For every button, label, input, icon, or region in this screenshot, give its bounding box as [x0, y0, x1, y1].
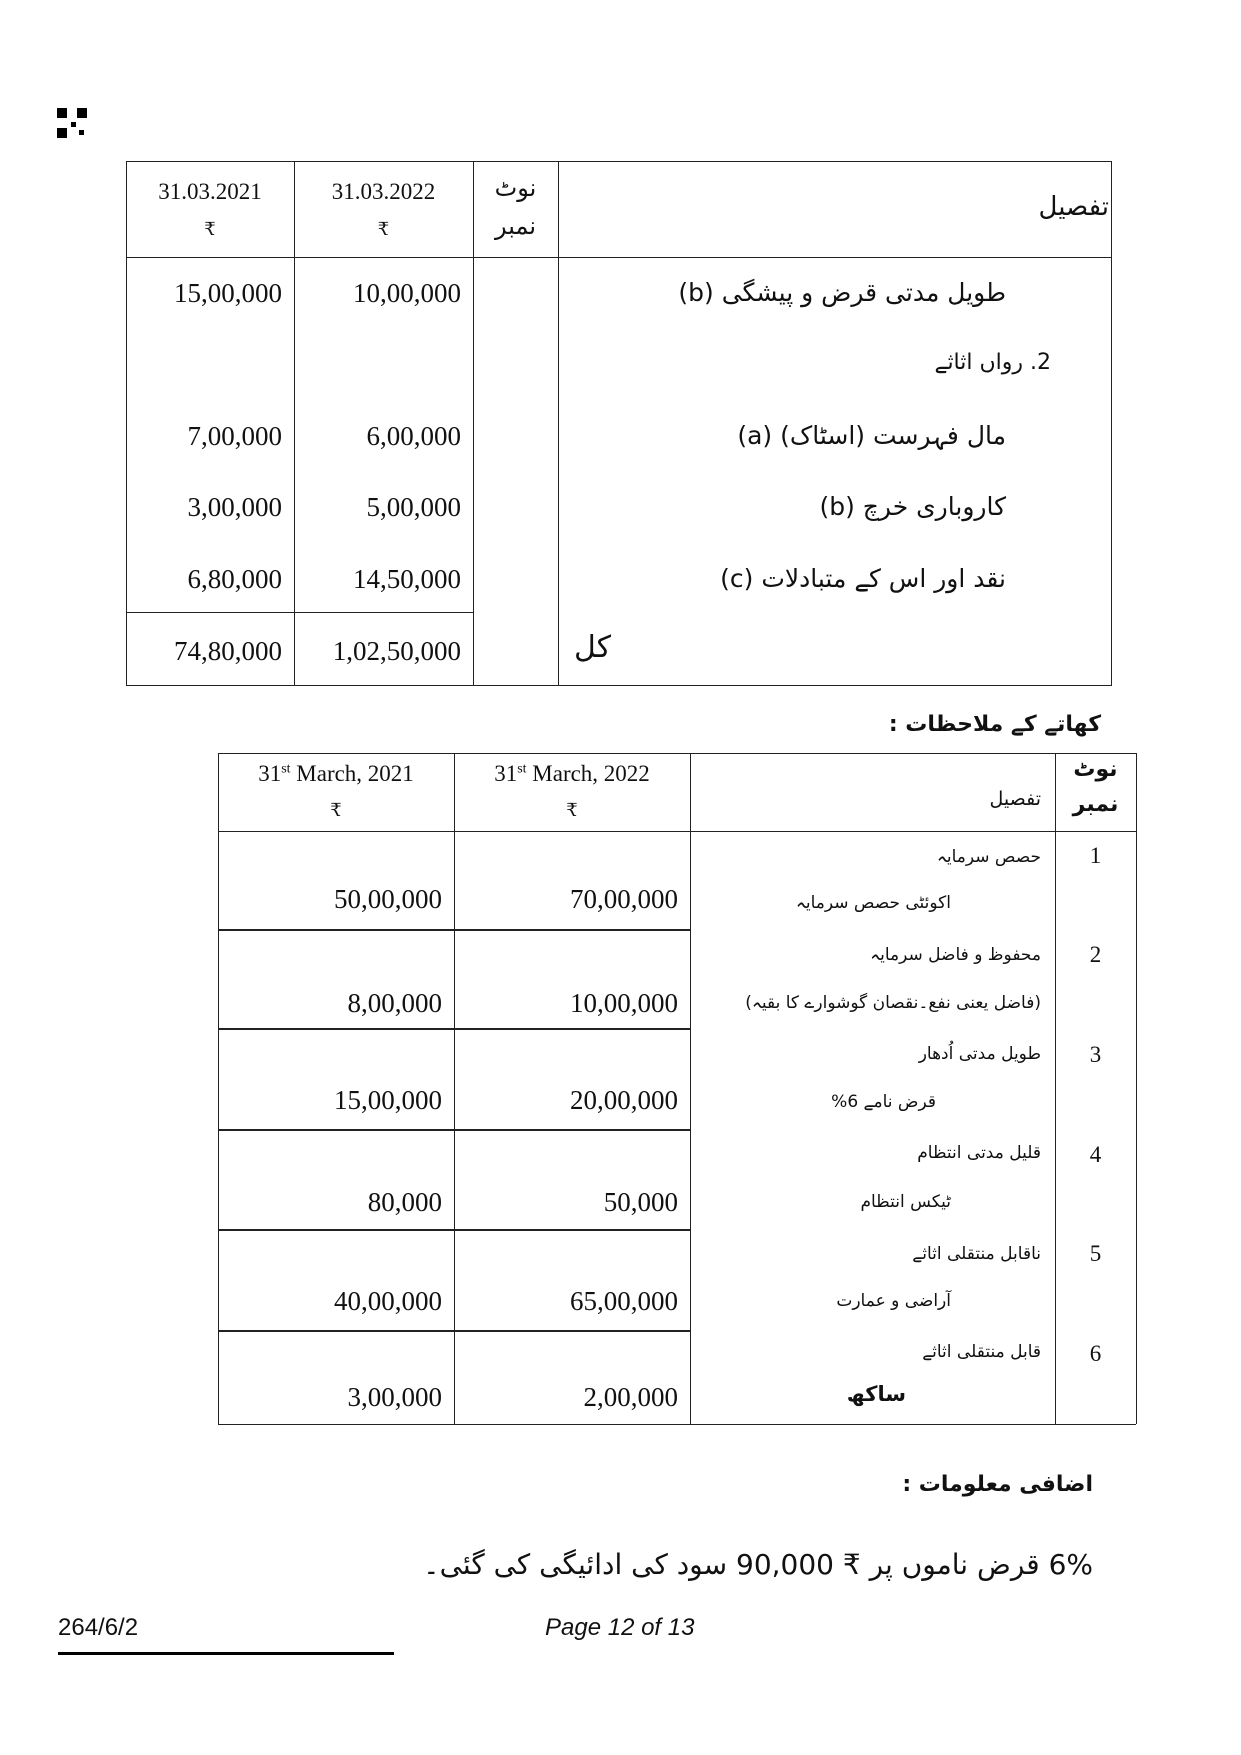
note-value-2021: 50,00,000 — [334, 884, 442, 914]
footer-rule — [58, 1652, 394, 1655]
value-2021: 3,00,000 — [187, 492, 282, 522]
note-sub: ٹیکس انتظام — [860, 1192, 951, 1212]
col-header-2021: 31.03.2021 — [158, 179, 262, 204]
value-2022: 6,00,000 — [366, 421, 461, 451]
note-value-2021: 15,00,000 — [334, 1085, 442, 1115]
note-value-2022: 50,000 — [603, 1187, 678, 1217]
value-2021: 6,80,000 — [187, 564, 282, 594]
note-header: نوٹ — [494, 174, 537, 202]
additional-info-title: اضافی معلومات : — [902, 1472, 1093, 1497]
row-label: 2. رواں اثاثے — [934, 350, 1051, 375]
note-value-2022: 2,00,000 — [583, 1382, 678, 1412]
qr-code — [57, 108, 87, 138]
value-2021: 7,00,000 — [187, 421, 282, 451]
row-label: (b) طویل مدتی قرض و پیشگی — [678, 278, 1006, 307]
note-title: قابل منتقلی اثاثے — [922, 1342, 1041, 1362]
note-header: نمبر — [494, 212, 537, 240]
particulars-header: تفصیل — [1038, 192, 1109, 222]
value-2022: 10,00,000 — [353, 278, 461, 308]
note-number: 5 — [1089, 1241, 1102, 1266]
note-number: 6 — [1089, 1341, 1102, 1366]
note-title: طویل مدتی اُدھار — [918, 1044, 1041, 1064]
notes-note-header: نمبر — [1072, 792, 1119, 817]
row-label: (c) نقد اور اس کے متبادلات — [720, 564, 1006, 593]
notes-title: کھاتے کے ملاحظات : — [888, 712, 1101, 737]
total-label: کل — [574, 630, 612, 665]
row-label: (b) کاروباری خرچ — [819, 492, 1006, 521]
note-value-2021: 8,00,000 — [347, 988, 442, 1018]
note-sub: ساکھ — [846, 1382, 906, 1406]
note-number: 1 — [1089, 843, 1102, 868]
note-value-2021: 80,000 — [367, 1187, 442, 1217]
additional-info-text: 6% قرض ناموں پر ₹ 90,000 سود کی ادائیگی کی گئی۔ — [423, 1548, 1093, 1581]
notes-particulars-header: تفصیل — [989, 788, 1041, 810]
rupee-symbol: ₹ — [566, 800, 578, 821]
note-value-2022: 10,00,000 — [570, 988, 678, 1018]
note-number: 4 — [1089, 1142, 1102, 1167]
note-value-2022: 20,00,000 — [570, 1085, 678, 1115]
note-sub: اکوئٹی حصص سرمایہ — [795, 893, 951, 913]
paper-code: 264/6/2 — [58, 1614, 139, 1641]
rupee-symbol: ₹ — [204, 219, 216, 240]
note-sub: (فاضل یعنی نفع۔نقصان گوشوارے کا بقیہ) — [745, 993, 1041, 1013]
note-sub: قرض نامے 6% — [831, 1092, 936, 1112]
note-number: 2 — [1089, 942, 1102, 967]
row-label: (a) مال فہرست (اسٹاک) — [737, 421, 1006, 450]
note-sub: آراضی و عمارت — [836, 1291, 951, 1311]
note-title: حصص سرمایہ — [936, 847, 1041, 867]
notes-col-header-2022: 31st March, 2022 — [494, 761, 650, 786]
page-number: Page 12 of 13 — [545, 1614, 695, 1641]
total-2021: 74,80,000 — [174, 636, 282, 666]
note-value-2021: 40,00,000 — [334, 1286, 442, 1316]
note-title: قلیل مدتی انتظام — [917, 1143, 1041, 1163]
col-header-2022: 31.03.2022 — [331, 179, 436, 204]
note-title: ناقابل منتقلی اثاثے — [912, 1244, 1041, 1264]
note-value-2022: 65,00,000 — [570, 1286, 678, 1316]
notes-note-header: نوٹ — [1073, 757, 1118, 782]
rupee-symbol: ₹ — [330, 800, 342, 821]
total-2022: 1,02,50,000 — [332, 636, 461, 666]
value-2022: 5,00,000 — [366, 492, 461, 522]
note-number: 3 — [1089, 1042, 1102, 1067]
note-title: محفوظ و فاضل سرمایہ — [870, 945, 1041, 965]
rupee-symbol: ₹ — [377, 219, 390, 240]
value-2021: 15,00,000 — [174, 278, 282, 308]
value-2022: 14,50,000 — [353, 564, 461, 594]
note-value-2021: 3,00,000 — [347, 1382, 442, 1412]
notes-col-header-2021: 31st March, 2021 — [258, 761, 414, 786]
note-value-2022: 70,00,000 — [570, 884, 678, 914]
